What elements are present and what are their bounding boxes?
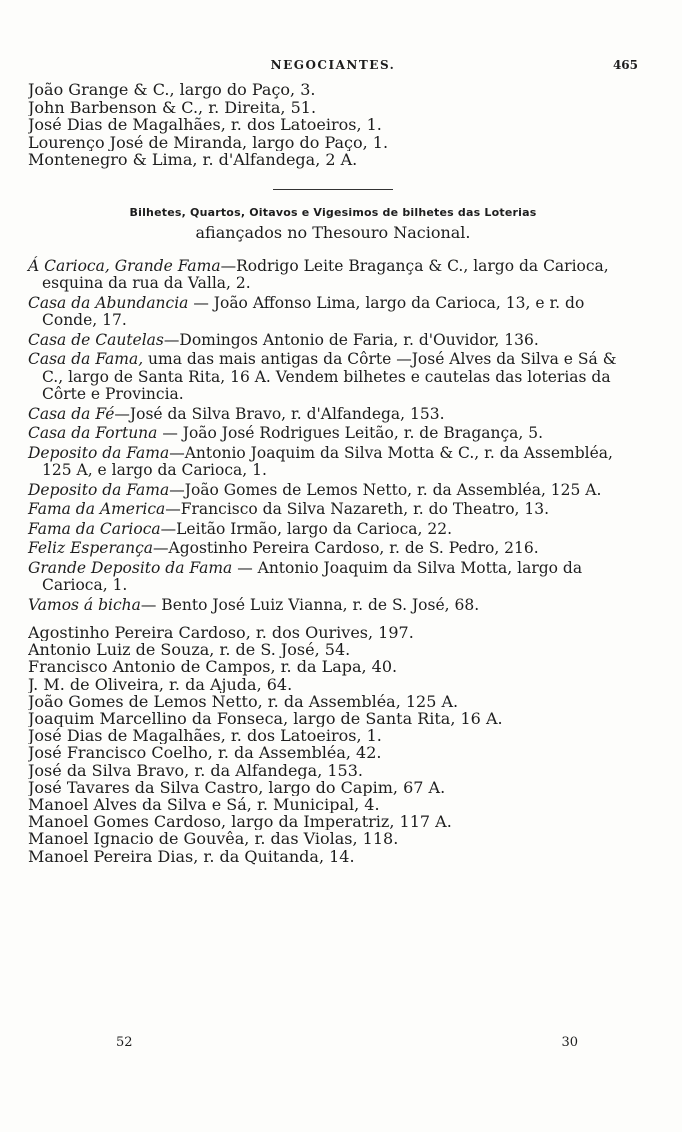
house-name: Casa da Fé [28, 404, 115, 423]
house-name: Fama da America [28, 500, 166, 518]
lottery-house-entry [28, 258, 638, 293]
list-item: John Barbenson & C., r. Direita, 51. [28, 98, 317, 116]
section-heading: Bilhetes, Quartos, Oitavos e Vigesimos de bilhetes das Loterias [129, 205, 537, 219]
list-item: José Tavares da Silva Castro, largo do Capim, 67 A. [28, 778, 446, 797]
running-title: NEGOCIANTES. [270, 58, 396, 72]
house-name: Grande Deposito da Fama [28, 558, 233, 577]
house-details: —João Gomes de Lemos Netto, r. da Assembléa, 125 A. [169, 480, 602, 499]
house-name: Deposito da Fama [28, 443, 170, 462]
house-details: — João José Rodrigues Leitão, r. de Bragança, 5. [157, 424, 544, 442]
list-item: Antonio Luiz de Souza, r. de S. José, 54. [28, 641, 351, 659]
house-details: —Agostinho Pereira Cardoso, r. de S. Pedro, 216. [153, 539, 539, 557]
house-name: Casa da Fama, [28, 350, 144, 368]
house-name: Casa da Abundancia [28, 293, 189, 312]
page-number: 465 [612, 58, 638, 72]
lottery-house-entry [28, 445, 638, 480]
list-item: Manoel Ignacio de Gouvêa, r. das Violas, 118. [28, 830, 399, 848]
house-name: Deposito da Fama [28, 480, 170, 499]
signature-mark-right: 30 [561, 1035, 578, 1050]
lottery-houses-list [28, 258, 638, 615]
house-details: — João Affonso Lima, largo da Carioca, 13, e r. do Conde, 17. [42, 293, 585, 329]
house-details: —José da Silva Bravo, r. d'Alfandega, 153. [114, 404, 445, 423]
lottery-house-entry [28, 597, 638, 615]
agents-list [28, 624, 638, 865]
house-details: — Bento José Luiz Vianna, r. de S. José, 68. [140, 595, 480, 614]
list-item: J. M. de Oliveira, r. da Ajuda, 64. [28, 675, 293, 693]
list-item: Francisco Antonio de Campos, r. da Lapa, 40. [28, 658, 398, 676]
lottery-house-entry [28, 406, 638, 424]
page-footer [28, 1035, 638, 1055]
list-item: José Dias de Magalhães, r. dos Latoeiros, 1. [28, 116, 382, 134]
lottery-house-entry [28, 482, 638, 500]
house-name: Á Carioca, Grande Fama [28, 256, 221, 275]
house-name: Vamos á bicha [28, 595, 141, 614]
list-item: José Dias de Magalhães, r. dos Latoeiros, 1. [28, 727, 382, 745]
section-subheading: afiançados no Thesouro Nacional. [195, 222, 471, 242]
house-details: —Domingos Antonio de Faria, r. d'Ouvidor, 136. [163, 330, 539, 349]
list-item: Lourenço José de Miranda, largo do Paço, 1. [28, 133, 389, 151]
lottery-house-entry [28, 521, 638, 539]
lottery-house-entry [28, 501, 638, 519]
list-item: Manoel Pereira Dias, r. da Quitanda, 14. [28, 847, 355, 865]
house-details: —Rodrigo Leite Bragança & C., largo da Carioca, esquina da rua da Valla, 2. [42, 256, 609, 292]
signature-mark-left: 52 [116, 1035, 133, 1050]
lottery-house-entry [28, 332, 638, 350]
lottery-house-entry [28, 425, 638, 443]
list-item: Manoel Gomes Cardoso, largo da Imperatriz, 117 A. [28, 813, 452, 831]
house-details: — Antonio Joaquim da Silva Motta, largo da Carioca, 1. [42, 558, 583, 594]
house-name: Casa da Fortuna [28, 424, 158, 442]
list-item: Manoel Alves da Silva e Sá, r. Municipal, 4. [28, 796, 380, 814]
list-item: Joaquim Marcellino da Fonseca, largo de Santa Rita, 16 A. [28, 710, 503, 728]
lottery-house-entry [28, 295, 638, 330]
document-page [28, 58, 638, 865]
house-details: —Francisco da Silva Nazareth, r. do Theatro, 13. [165, 500, 550, 518]
list-item: João Grange & C., largo do Paço, 3. [28, 81, 316, 99]
lottery-house-entry [28, 560, 638, 595]
house-name: Fama da Carioca [28, 519, 161, 538]
section-divider [273, 189, 393, 190]
list-item: Agostinho Pereira Cardoso, r. dos Ourives, 197. [28, 624, 414, 642]
house-details: —Antonio Joaquim da Silva Motta & C., r. da Assembléa, 125 A, e largo da Carioca, 1. [42, 443, 613, 479]
page-header [28, 58, 638, 80]
house-name: Feliz Esperança [28, 539, 154, 557]
list-item: José Francisco Coelho, r. da Assembléa, 42. [28, 744, 382, 762]
list-item: José da Silva Bravo, r. da Alfandega, 153. [28, 761, 363, 779]
lottery-house-entry [28, 540, 638, 558]
house-details: uma das mais antigas da Côrte —José Alves da Silva e Sá & C., largo de Santa Rita, 16 A. Vendem bilhetes e cautelas das loterias da Côrte e Provincia. [42, 350, 617, 403]
house-details: —Leitão Irmão, largo da Carioca, 22. [160, 519, 453, 538]
list-item: Montenegro & Lima, r. d'Alfandega, 2 A. [28, 151, 358, 169]
lottery-house-entry [28, 351, 638, 404]
house-name: Casa de Cautelas [28, 330, 164, 349]
top-merchant-list [28, 81, 638, 169]
list-item: João Gomes de Lemos Netto, r. da Assembléa, 125 A. [28, 692, 459, 711]
